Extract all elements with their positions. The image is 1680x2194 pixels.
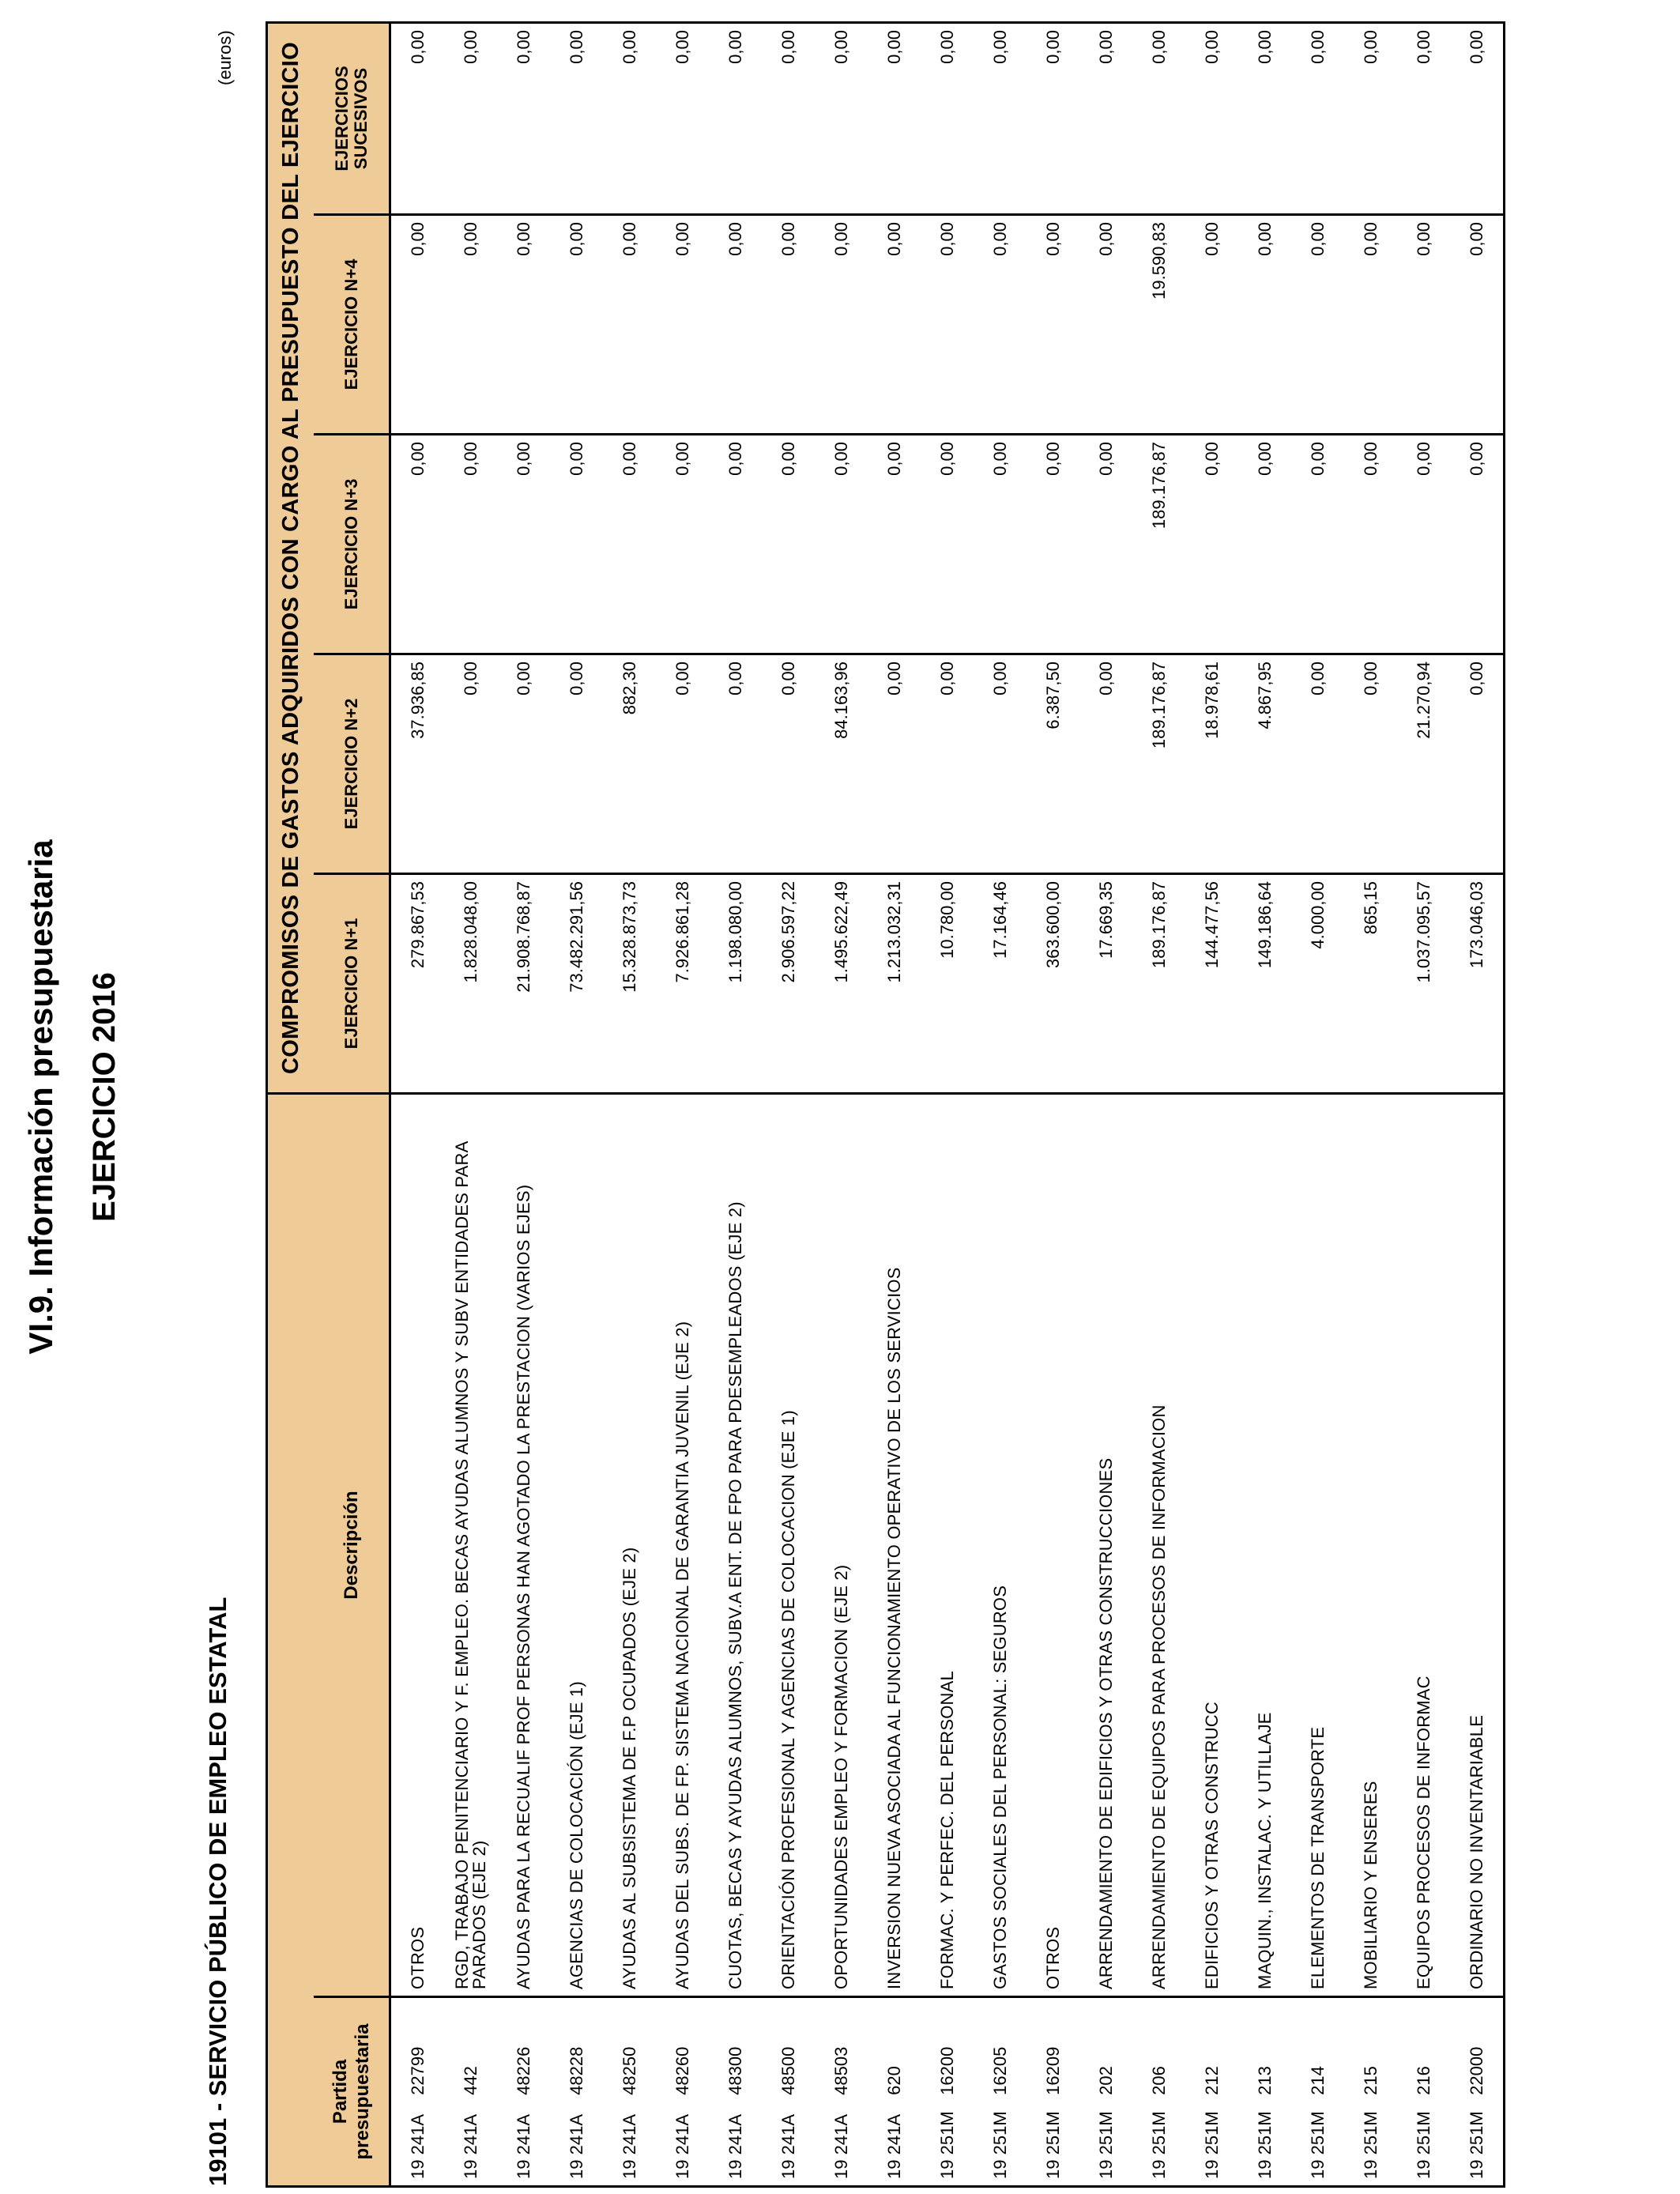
partida-cell [1026, 1997, 1079, 2187]
ejercicios-sucesivos-cell: 0,00 [868, 23, 921, 215]
partida-cell [815, 1997, 868, 2187]
partida-cell [1185, 1997, 1238, 2187]
ejercicio-n4-cell: 0,00 [868, 215, 921, 435]
ejercicio-n4-cell: 0,00 [1344, 215, 1397, 435]
partida-programa: 241A [460, 2114, 480, 2155]
partida-seccion-programa [1096, 2100, 1117, 2179]
ejercicio-n3-cell: 189.176,87 [1132, 435, 1185, 654]
partida-programa: 241A [725, 2114, 745, 2155]
partida-cell [1344, 1997, 1397, 2187]
table-row [1450, 23, 1505, 2187]
ejercicio-n1-cell: 1.037.095,57 [1397, 874, 1450, 1094]
partida-concepto: 214 [1307, 2066, 1328, 2095]
partida-seccion: 19 [1307, 2159, 1328, 2179]
ejercicio-n4-cell: 0,00 [921, 215, 974, 435]
partida-programa: 251M [989, 2111, 1010, 2155]
partida-cell [656, 1997, 709, 2187]
partida-programa: 241A [407, 2114, 428, 2155]
ejercicio-n4-cell: 0,00 [1450, 215, 1505, 435]
ejercicio-n1-cell: 865,15 [1344, 874, 1397, 1094]
ejercicio-n3-cell: 0,00 [603, 435, 656, 654]
partida-seccion: 19 [619, 2159, 639, 2179]
budget-commitments-table [266, 21, 1505, 2188]
ejercicio-n3-cell: 0,00 [1079, 435, 1132, 654]
descripcion-cell: EQUIPOS PROCESOS DE INFORMAC [1397, 1094, 1450, 1997]
ejercicio-n3-cell: 0,00 [709, 435, 762, 654]
partida-seccion-programa [514, 2100, 534, 2179]
ejercicio-n4-cell: 0,00 [1397, 215, 1450, 435]
partida-seccion-programa [672, 2100, 693, 2179]
ejercicio-n2-cell: 0,00 [709, 654, 762, 874]
partida-seccion: 19 [883, 2159, 904, 2179]
partida-cell [974, 1997, 1026, 2187]
ejercicio-n4-cell: 0,00 [1026, 215, 1079, 435]
ejercicio-n2-cell: 37.936,85 [390, 654, 445, 874]
partida-concepto: 206 [1148, 2066, 1169, 2095]
ejercicio-n3-cell: 0,00 [390, 435, 445, 654]
partida-column-header: Partida presupuestaria [314, 1997, 390, 2187]
ejercicios-sucesivos-cell: 0,00 [603, 23, 656, 215]
ejercicio-n2-cell: 0,00 [444, 654, 497, 874]
ejercicio-n1-cell: 149.186,64 [1238, 874, 1291, 1094]
partida-seccion: 19 [513, 2159, 533, 2179]
table-row [762, 23, 815, 2187]
partida-programa: 251M [1148, 2111, 1169, 2155]
partida-concepto: 48503 [831, 2046, 851, 2095]
ejercicio-n4-cell: 0,00 [603, 215, 656, 435]
partida-programa: 241A [883, 2114, 904, 2155]
header-blank-cell [267, 1094, 315, 2187]
descripcion-cell: ORIENTACIÓN PROFESIONAL Y AGENCIAS DE COLOCACION (EJE 1) [762, 1094, 815, 1997]
descripcion-cell: OTROS [390, 1094, 445, 1997]
partida-seccion: 19 [831, 2159, 851, 2179]
partida-seccion-programa [884, 2100, 905, 2179]
ejercicios-sucesivos-label: EJERCICIOS SUCESIVOS [331, 66, 371, 172]
partida-seccion-programa [1255, 2100, 1275, 2179]
ejercicio-n1-cell: 17.669,35 [1079, 874, 1132, 1094]
ejercicio-n4-cell: 0,00 [815, 215, 868, 435]
commitments-group-header: COMPROMISOS DE GASTOS ADQUIRIDOS CON CARGO AL PRESUPUESTO DEL EJERCICIO [267, 23, 315, 1094]
partida-concepto: 16209 [1042, 2046, 1063, 2095]
ejercicio-n3-cell: 0,00 [868, 435, 921, 654]
document-subtitle: EJERCICIO 2016 [87, 972, 122, 1222]
ejercicios-sucesivos-cell: 0,00 [974, 23, 1026, 215]
partida-seccion: 19 [1148, 2159, 1169, 2179]
ejercicio-n4-cell: 0,00 [1079, 215, 1132, 435]
ejercicio-n4-cell: 0,00 [709, 215, 762, 435]
ejercicios-sucesivos-cell: 0,00 [444, 23, 497, 215]
partida-concepto: 620 [883, 2066, 904, 2095]
ejercicio-n2-cell: 0,00 [497, 654, 550, 874]
ejercicio-n1-cell: 1.213.032,31 [868, 874, 921, 1094]
ejercicio-n4-cell: 0,00 [762, 215, 815, 435]
ejercicios-sucesivos-cell: 0,00 [1291, 23, 1344, 215]
partida-concepto: 48228 [566, 2046, 586, 2095]
descripcion-cell: INVERSION NUEVA ASOCIADA AL FUNCIONAMIENTO OPERATIVO DE LOS SERVICIOS [868, 1094, 921, 1997]
partida-seccion: 19 [1201, 2159, 1222, 2179]
partida-programa: 251M [936, 2111, 957, 2155]
partida-seccion: 19 [989, 2159, 1010, 2179]
partida-cell [1079, 1997, 1132, 2187]
partida-programa: 241A [566, 2114, 586, 2155]
ejercicio-n4-cell: 19.590,83 [1132, 215, 1185, 435]
ejercicio-n2-cell: 0,00 [1450, 654, 1505, 874]
descripcion-cell: OPORTUNIDADES EMPLEO Y FORMACION (EJE 2) [815, 1094, 868, 1997]
partida-seccion: 19 [672, 2159, 692, 2179]
ejercicio-n2-cell: 882,30 [603, 654, 656, 874]
partida-cell [603, 1997, 656, 2187]
partida-seccion-programa [937, 2100, 958, 2179]
partida-cell [497, 1997, 550, 2187]
descripcion-cell: CUOTAS, BECAS Y AYUDAS ALUMNOS, SUBV.A ENT. DE FPO PARA PDESEMPLEADOS (EJE 2) [709, 1094, 762, 1997]
table-row [1344, 23, 1397, 2187]
ejercicio-n3-cell: 0,00 [1397, 435, 1450, 654]
ejercicio-n3-cell: 0,00 [656, 435, 709, 654]
ejercicio-n1-cell: 1.198.080,00 [709, 874, 762, 1094]
partida-programa: 251M [1413, 2111, 1433, 2155]
ejercicio-n4-cell: 0,00 [550, 215, 603, 435]
table-row [1026, 23, 1079, 2187]
ejercicio-n1-cell: 10.780,00 [921, 874, 974, 1094]
ejercicio-n2-cell: 0,00 [921, 654, 974, 874]
ejercicio-n3-cell: 0,00 [974, 435, 1026, 654]
partida-cell [868, 1997, 921, 2187]
descripcion-cell: AGENCIAS DE COLOCACIÓN (EJE 1) [550, 1094, 603, 1997]
ejercicio-n1-cell: 21.908.768,87 [497, 874, 550, 1094]
partida-seccion: 19 [1095, 2159, 1116, 2179]
partida-cell [550, 1997, 603, 2187]
partida-seccion-programa [725, 2100, 746, 2179]
ejercicio-n2-cell: 18.978,61 [1185, 654, 1238, 874]
partida-seccion-programa [620, 2100, 640, 2179]
partida-concepto: 48226 [513, 2046, 533, 2095]
partida-seccion-programa [1467, 2100, 1487, 2179]
table-row [1397, 23, 1450, 2187]
ejercicios-sucesivos-cell: 0,00 [1079, 23, 1132, 215]
ejercicio-n1-cell: 4.000,00 [1291, 874, 1344, 1094]
partida-seccion-programa [1149, 2100, 1170, 2179]
ejercicios-sucesivos-cell: 0,00 [921, 23, 974, 215]
ejercicios-sucesivos-cell: 0,00 [656, 23, 709, 215]
ejercicio-n4-column-header: EJERCICIO N+4 [314, 215, 390, 435]
ejercicio-n2-cell: 84.163,96 [815, 654, 868, 874]
partida-seccion-programa [778, 2100, 799, 2179]
ejercicio-n3-cell: 0,00 [1450, 435, 1505, 654]
partida-programa: 251M [1360, 2111, 1381, 2155]
descripcion-cell: EDIFICIOS Y OTRAS CONSTRUCC [1185, 1094, 1238, 1997]
ejercicio-n1-cell: 15.328.873,73 [603, 874, 656, 1094]
ejercicios-sucesivos-cell: 0,00 [1397, 23, 1450, 215]
ejercicios-sucesivos-cell: 0,00 [550, 23, 603, 215]
ejercicio-n4-cell: 0,00 [974, 215, 1026, 435]
descripcion-cell: ORDINARIO NO INVENTARIABLE [1450, 1094, 1505, 1997]
ejercicio-n1-cell: 279.867,53 [390, 874, 445, 1094]
table-row [497, 23, 550, 2187]
ejercicio-n4-cell: 0,00 [497, 215, 550, 435]
table-row [550, 23, 603, 2187]
partida-programa: 241A [831, 2114, 851, 2155]
ejercicio-n2-cell: 0,00 [974, 654, 1026, 874]
partida-concepto: 22799 [407, 2046, 428, 2095]
partida-cell [1291, 1997, 1344, 2187]
descripcion-column-header: Descripción [314, 1094, 390, 1997]
partida-programa: 251M [1466, 2111, 1486, 2155]
descripcion-cell: ARRENDAMIENTO DE EDIFICIOS Y OTRAS CONSTRUCCIONES [1079, 1094, 1132, 1997]
partida-cell [1450, 1997, 1505, 2187]
partida-programa: 251M [1254, 2111, 1275, 2155]
partida-cell [921, 1997, 974, 2187]
ejercicios-sucesivos-cell: 0,00 [390, 23, 445, 215]
partida-concepto: 16205 [989, 2046, 1010, 2095]
descripcion-cell: AYUDAS PARA LA RECUALIF PROF PERSONAS HAN AGOTADO LA PRESTACION (VARIOS EJES) [497, 1094, 550, 1997]
partida-cell [1238, 1997, 1291, 2187]
table-row [815, 23, 868, 2187]
partida-concepto: 213 [1254, 2066, 1275, 2095]
ejercicio-n2-cell: 0,00 [1344, 654, 1397, 874]
partida-cell [762, 1997, 815, 2187]
partida-concepto: 48500 [778, 2046, 798, 2095]
ejercicio-n2-cell: 0,00 [550, 654, 603, 874]
table-row [709, 23, 762, 2187]
ejercicio-n1-cell: 173.046,03 [1450, 874, 1505, 1094]
descripcion-cell: RGD, TRABAJO PENITENCIARIO Y F. EMPLEO. BECAS AYUDAS ALUMNOS Y SUBV ENTIDADES PARA PARADOS (EJE 2) [444, 1094, 497, 1997]
partida-seccion-programa [1308, 2100, 1328, 2179]
ejercicio-n4-cell: 0,00 [1291, 215, 1344, 435]
table-row [1291, 23, 1344, 2187]
ejercicios-sucesivos-cell: 0,00 [1238, 23, 1291, 215]
partida-seccion: 19 [778, 2159, 798, 2179]
partida-programa: 251M [1307, 2111, 1328, 2155]
partida-concepto: 202 [1095, 2066, 1116, 2095]
ejercicios-sucesivos-cell: 0,00 [1185, 23, 1238, 215]
partida-seccion-programa [1414, 2100, 1434, 2179]
ejercicio-n1-cell: 1.828.048,00 [444, 874, 497, 1094]
table-row [656, 23, 709, 2187]
partida-seccion: 19 [936, 2159, 957, 2179]
ejercicio-n2-cell: 6.387,50 [1026, 654, 1079, 874]
table-body [390, 23, 1505, 2187]
ejercicio-n3-cell: 0,00 [921, 435, 974, 654]
ejercicio-n1-cell: 2.906.597,22 [762, 874, 815, 1094]
partida-seccion-programa [408, 2100, 428, 2179]
partida-concepto: 16200 [936, 2046, 957, 2095]
partida-cell [1397, 1997, 1450, 2187]
partida-seccion-programa [461, 2100, 481, 2179]
descripcion-cell: MOBILIARIO Y ENSERES [1344, 1094, 1397, 1997]
ejercicios-sucesivos-column-header [314, 23, 390, 215]
ejercicio-n2-cell: 189.176,87 [1132, 654, 1185, 874]
descripcion-cell: OTROS [1026, 1094, 1079, 1997]
partida-seccion: 19 [407, 2159, 428, 2179]
ejercicio-n2-cell: 21.270,94 [1397, 654, 1450, 874]
table-row [1079, 23, 1132, 2187]
partida-programa: 241A [513, 2114, 533, 2155]
descripcion-cell: AYUDAS DEL SUBS. DE FP. SISTEMA NACIONAL DE GARANTIA JUVENIL (EJE 2) [656, 1094, 709, 1997]
ejercicio-n4-cell: 0,00 [390, 215, 445, 435]
ejercicio-n2-cell: 0,00 [868, 654, 921, 874]
organization-heading: 19101 - SERVICIO PÚBLICO DE EMPLEO ESTATAL [204, 1596, 232, 2186]
ejercicio-n1-cell: 73.482.291,56 [550, 874, 603, 1094]
ejercicio-n3-cell: 0,00 [1344, 435, 1397, 654]
partida-seccion: 19 [1413, 2159, 1433, 2179]
table-row [1238, 23, 1291, 2187]
ejercicios-sucesivos-cell: 0,00 [1344, 23, 1397, 215]
partida-programa: 251M [1201, 2111, 1222, 2155]
ejercicio-n3-cell: 0,00 [1291, 435, 1344, 654]
ejercicios-sucesivos-cell: 0,00 [709, 23, 762, 215]
partida-seccion: 19 [1466, 2159, 1486, 2179]
table-row [921, 23, 974, 2187]
ejercicio-n3-cell: 0,00 [444, 435, 497, 654]
partida-cell [444, 1997, 497, 2187]
ejercicio-n1-cell: 189.176,87 [1132, 874, 1185, 1094]
ejercicios-sucesivos-cell: 0,00 [762, 23, 815, 215]
partida-seccion-programa [567, 2100, 587, 2179]
currency-unit: (euros) [215, 30, 235, 85]
partida-programa: 241A [778, 2114, 798, 2155]
ejercicio-n3-cell: 0,00 [1026, 435, 1079, 654]
partida-cell [1132, 1997, 1185, 2187]
ejercicio-n1-cell: 17.164,46 [974, 874, 1026, 1094]
ejercicio-n4-cell: 0,00 [1238, 215, 1291, 435]
ejercicios-sucesivos-cell: 0,00 [1026, 23, 1079, 215]
ejercicios-sucesivos-cell: 0,00 [815, 23, 868, 215]
ejercicio-n4-cell: 0,00 [656, 215, 709, 435]
partida-programa: 251M [1095, 2111, 1116, 2155]
ejercicio-n4-cell: 0,00 [1185, 215, 1238, 435]
partida-seccion-programa [1361, 2100, 1381, 2179]
partida-programa: 241A [619, 2114, 639, 2155]
partida-seccion-programa [1043, 2100, 1064, 2179]
partida-seccion-programa [1202, 2100, 1222, 2179]
table-row [868, 23, 921, 2187]
partida-concepto: 48300 [725, 2046, 745, 2095]
ejercicios-sucesivos-cell: 0,00 [1450, 23, 1505, 215]
ejercicio-n2-cell: 0,00 [762, 654, 815, 874]
ejercicio-n2-cell: 4.867,95 [1238, 654, 1291, 874]
partida-concepto: 215 [1360, 2066, 1381, 2095]
partida-programa: 251M [1042, 2111, 1063, 2155]
partida-seccion: 19 [1360, 2159, 1381, 2179]
descripcion-cell: GASTOS SOCIALES DEL PERSONAL: SEGUROS [974, 1094, 1026, 1997]
table-row [390, 23, 445, 2187]
ejercicio-n1-column-header: EJERCICIO N+1 [314, 874, 390, 1094]
partida-seccion-programa [990, 2100, 1011, 2179]
descripcion-cell: MAQUIN., INSTALAC. Y UTILLAJE [1238, 1094, 1291, 1997]
partida-concepto: 216 [1413, 2066, 1433, 2095]
table-row [603, 23, 656, 2187]
partida-seccion: 19 [566, 2159, 586, 2179]
ejercicio-n4-cell: 0,00 [444, 215, 497, 435]
ejercicio-n2-cell: 0,00 [1079, 654, 1132, 874]
partida-concepto: 212 [1201, 2066, 1222, 2095]
descripcion-cell: FORMAC. Y PERFEC. DEL PERSONAL [921, 1094, 974, 1997]
partida-seccion: 19 [1042, 2159, 1063, 2179]
ejercicio-n3-cell: 0,00 [550, 435, 603, 654]
partida-cell [709, 1997, 762, 2187]
partida-seccion-programa [831, 2100, 852, 2179]
ejercicios-sucesivos-cell: 0,00 [497, 23, 550, 215]
partida-concepto: 442 [460, 2066, 480, 2095]
partida-programa: 241A [672, 2114, 692, 2155]
ejercicio-n1-cell: 144.477,56 [1185, 874, 1238, 1094]
ejercicio-n1-cell: 1.495.622,49 [815, 874, 868, 1094]
ejercicio-n3-cell: 0,00 [762, 435, 815, 654]
ejercicio-n1-cell: 363.600,00 [1026, 874, 1079, 1094]
table-row [1185, 23, 1238, 2187]
partida-concepto: 22000 [1466, 2046, 1486, 2095]
ejercicio-n3-cell: 0,00 [1185, 435, 1238, 654]
descripcion-cell: ARRENDAMIENTO DE EQUIPOS PARA PROCESOS DE INFORMACION [1132, 1094, 1185, 1997]
ejercicio-n3-cell: 0,00 [497, 435, 550, 654]
descripcion-cell: AYUDAS AL SUBSISTEMA DE F.P OCUPADOS (EJE 2) [603, 1094, 656, 1997]
ejercicio-n2-column-header: EJERCICIO N+2 [314, 654, 390, 874]
ejercicio-n3-cell: 0,00 [815, 435, 868, 654]
ejercicio-n1-cell: 7.926.861,28 [656, 874, 709, 1094]
partida-seccion: 19 [460, 2159, 480, 2179]
ejercicio-n3-cell: 0,00 [1238, 435, 1291, 654]
table-row [974, 23, 1026, 2187]
table-row [444, 23, 497, 2187]
ejercicio-n3-column-header: EJERCICIO N+3 [314, 435, 390, 654]
document-title: VI.9. Información presupuestaria [22, 839, 59, 1355]
partida-concepto: 48260 [672, 2046, 692, 2095]
table-row [1132, 23, 1185, 2187]
descripcion-cell: ELEMENTOS DE TRANSPORTE [1291, 1094, 1344, 1997]
ejercicio-n2-cell: 0,00 [1291, 654, 1344, 874]
partida-seccion: 19 [1254, 2159, 1275, 2179]
partida-cell [390, 1997, 445, 2187]
ejercicios-sucesivos-cell: 0,00 [1132, 23, 1185, 215]
ejercicio-n2-cell: 0,00 [656, 654, 709, 874]
partida-seccion: 19 [725, 2159, 745, 2179]
partida-concepto: 48250 [619, 2046, 639, 2095]
